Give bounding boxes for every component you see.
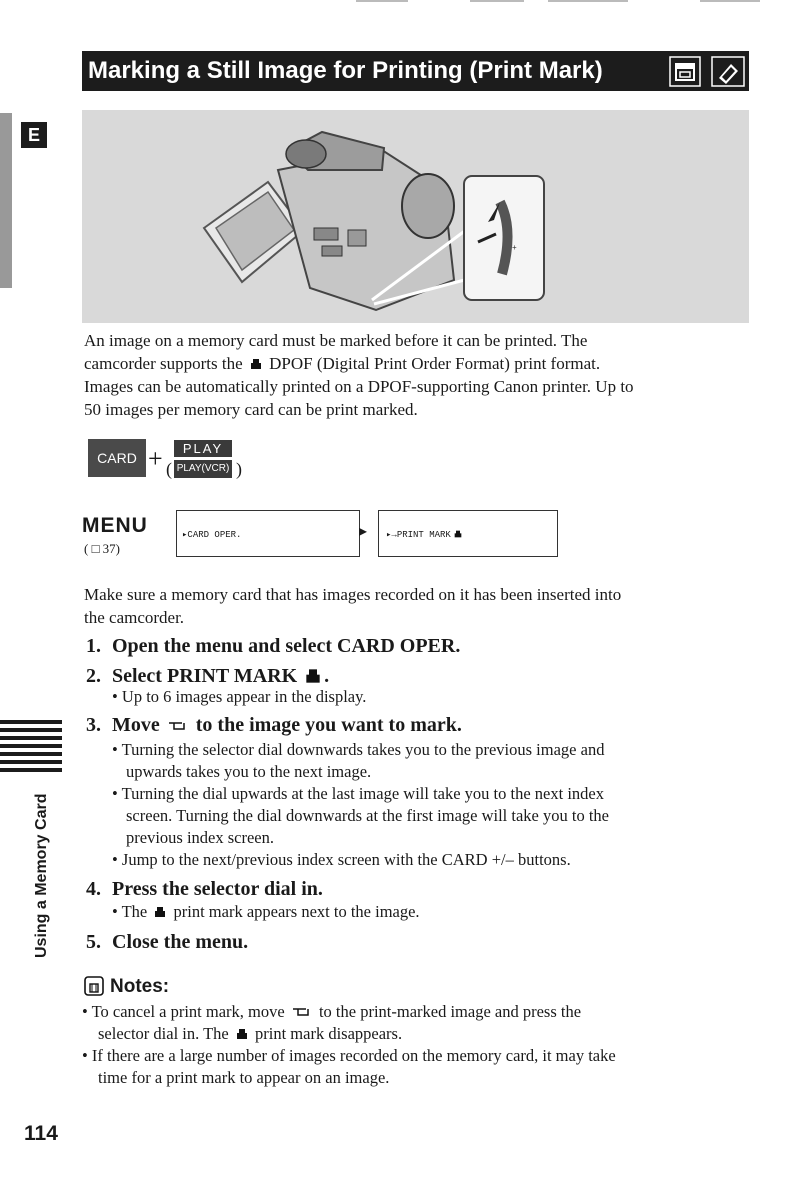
page-title: Marking a Still Image for Printing (Print Mark): [88, 57, 603, 84]
step-4: [86, 877, 323, 901]
intro-line-2: [84, 352, 600, 375]
language-tab: E: [21, 122, 47, 148]
notes-heading: Notes:: [110, 976, 170, 997]
svg-text:+: +: [512, 243, 517, 252]
note-1-pre: • To cancel a print mark, move: [82, 1002, 285, 1021]
note-1-post: to the print-marked image and press the: [318, 1002, 582, 1021]
plus-sign: +: [148, 444, 163, 473]
intro-line-1: An image on a memory card must be marked before it can be printed. The: [84, 331, 588, 350]
precondition-line-2: the camcorder.: [84, 608, 185, 627]
top-rule-1: [356, 0, 408, 2]
step-text: Open the menu and select CARD OPER.: [112, 635, 461, 657]
print-mark-icon: [154, 906, 166, 918]
note-1-cont: [98, 1023, 402, 1045]
step-text-pre: Move: [112, 714, 160, 736]
page-number: 114: [24, 1122, 58, 1145]
step-3-bullet-1-cont: upwards takes you to the next image.: [126, 762, 372, 781]
step-text: Press the selector dial in.: [112, 878, 323, 900]
sidebar-stripe: [0, 760, 62, 764]
step-3-bullet-2: • Turning the dial upwards at the last image will take you to the next index: [112, 784, 604, 803]
top-rule-2: [470, 0, 524, 2]
step-text: Select PRINT MARK: [112, 665, 298, 687]
sidebar-stripe: [0, 728, 62, 732]
step-3: [86, 713, 462, 737]
step-5: [86, 930, 248, 954]
menu-item-print-mark: [386, 530, 465, 540]
note-2: • If there are a large number of images recorded on the memory card, it may take: [82, 1046, 616, 1065]
top-rule-4: [700, 0, 760, 2]
menu-label: MENU: [82, 514, 148, 537]
note-1-cont-post: print mark disappears.: [255, 1024, 403, 1043]
print-mark-icon: [305, 668, 321, 684]
step-number: 3.: [86, 714, 101, 736]
step-number: 4.: [86, 878, 101, 900]
close-paren: ): [236, 459, 242, 479]
step-suffix: .: [324, 665, 330, 687]
print-mark-icon: [250, 358, 262, 370]
open-paren: (: [166, 459, 172, 479]
step-3-bullet-2-cont: screen. Turning the dial downwards at the first image will take you to the: [126, 806, 609, 825]
top-rule-3: [548, 0, 628, 2]
step-2-bullet: • Up to 6 images appear in the display.: [112, 687, 367, 706]
step-number: 5.: [86, 931, 101, 953]
sidebar-stripe: [0, 744, 62, 748]
play-button-label: PLAY: [174, 440, 232, 457]
menu-item-print-mark-text: ▸→PRINT MARK: [386, 530, 451, 540]
pointing-hand-icon: [168, 719, 188, 731]
play-vcr-mode: PLAY(VCR): [174, 460, 232, 478]
section-label: Using a Memory Card: [33, 793, 50, 958]
menu-arrow-icon: ▸: [359, 523, 368, 540]
step-3-bullet-1: • Turning the selector dial downwards takes you to the previous image and: [112, 740, 605, 759]
menu-page-ref: ( □ 37): [84, 541, 121, 556]
sidebar-stripe: [0, 752, 62, 756]
intro-line-4: 50 images per memory card can be print marked.: [84, 400, 418, 419]
note-1-cont-pre: selector dial in. The: [98, 1024, 229, 1043]
step-4-bullet-pre: • The: [112, 902, 148, 921]
step-text-post: to the image you want to mark.: [195, 714, 462, 736]
step-number: 1.: [86, 635, 101, 657]
intro-line-2-text: camcorder supports the: [84, 354, 243, 373]
intro-line-2-rest: DPOF (Digital Print Order Format) print format.: [269, 354, 601, 373]
sidebar-stripe: [0, 768, 62, 772]
sidebar-stripe: [0, 736, 62, 740]
side-tab-strip: [0, 113, 12, 288]
step-4-bullet: [112, 901, 420, 923]
sidebar-stripe: [0, 720, 62, 724]
note-2-cont: time for a print mark to appear on an image.: [98, 1068, 390, 1087]
card-mode-icon: [669, 56, 701, 87]
pointing-hand-icon: [292, 1005, 312, 1017]
note-1: [82, 1001, 581, 1023]
card-button: CARD: [88, 439, 146, 477]
step-number: 2.: [86, 665, 101, 687]
print-mark-icon: [236, 1028, 248, 1040]
card-icon: [711, 56, 743, 87]
step-3-bullet-3: • Jump to the next/previous index screen with the CARD +/– buttons.: [112, 850, 571, 869]
menu-item-card-oper: ▸CARD OPER.: [182, 530, 242, 540]
step-3-bullet-2-cont2: previous index screen.: [126, 828, 274, 847]
notes-icon: [84, 976, 104, 996]
step-2: [86, 664, 329, 688]
intro-line-3: Images can be automatically printed on a DPOF-supporting Canon printer. Up to: [84, 377, 634, 396]
camcorder-illustration: [82, 110, 749, 323]
precondition-line-1: Make sure a memory card that has images recorded on it has been inserted into: [84, 585, 622, 604]
step-1: [86, 634, 460, 658]
step-text: Close the menu.: [112, 931, 249, 953]
step-4-bullet-post: print mark appears next to the image.: [173, 902, 420, 921]
print-mark-icon: [454, 530, 462, 538]
